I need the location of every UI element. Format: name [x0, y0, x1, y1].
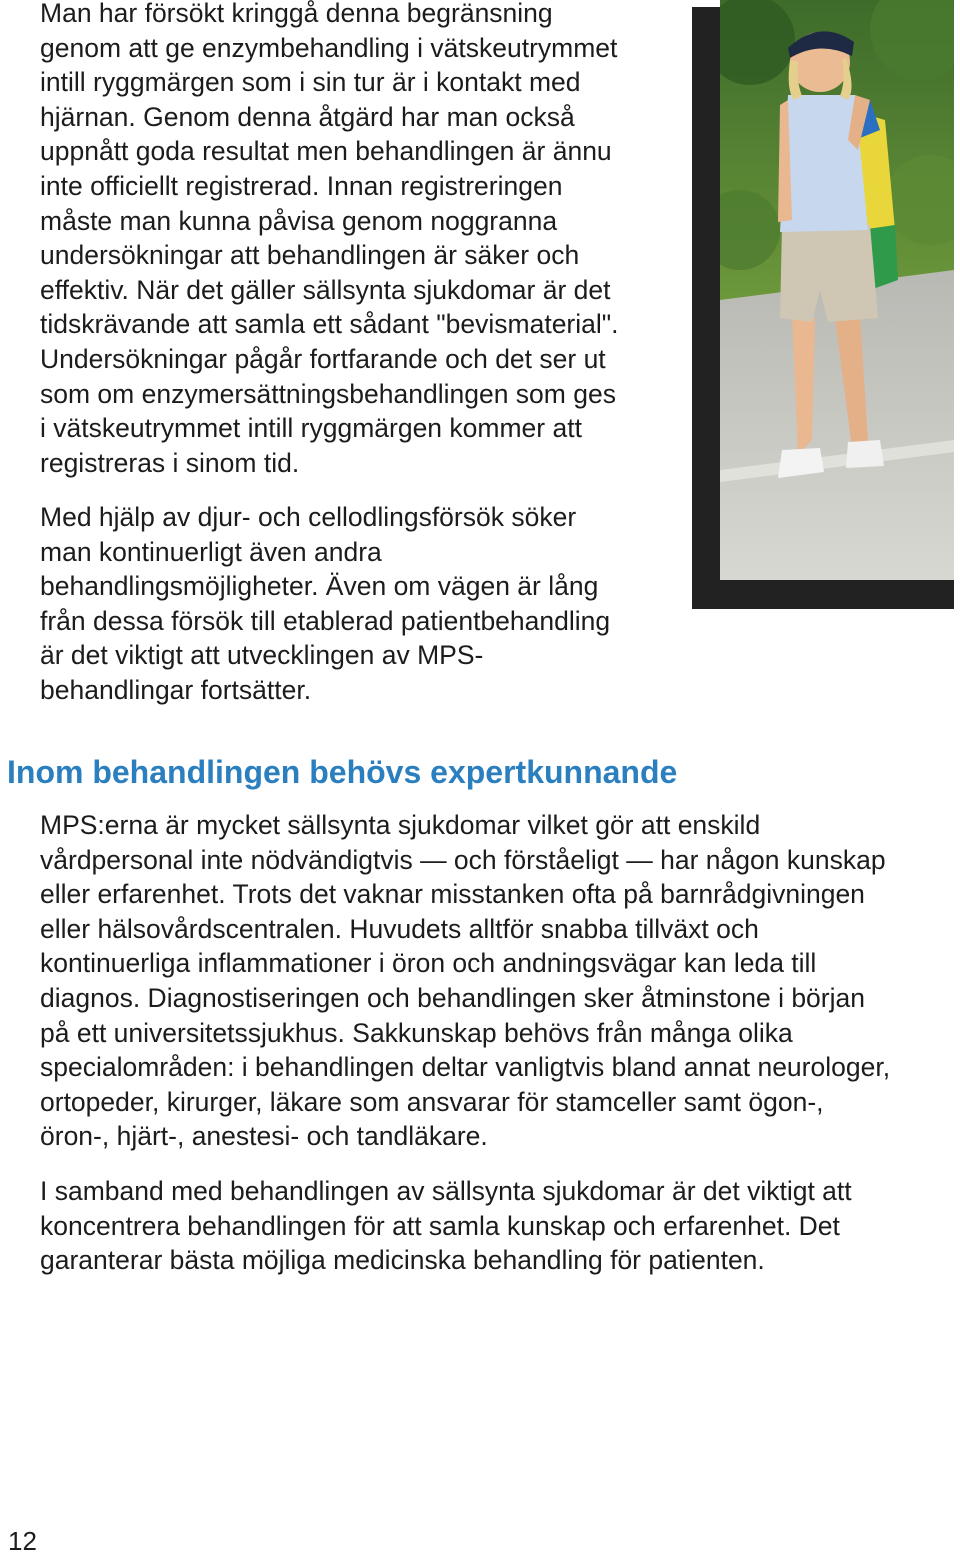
- text-line: ortopeder, kirurger, läkare som ansvarar för stamceller samt ögon-,: [40, 1086, 824, 1117]
- text-line: specialområden: i behandlingen deltar vanligtvis bland annat neurologer,: [40, 1052, 891, 1083]
- text-line: Man har försökt kringgå denna begränsning: [40, 0, 553, 28]
- text-line: inte officiellt registrerad. Innan registreringen: [40, 170, 563, 201]
- text-line: man kontinuerligt även andra: [40, 536, 382, 567]
- page-number: 12: [8, 1526, 37, 1556]
- text-line: eller erfarenhet. Trots det vaknar misstanken ofta på barnrådgivningen: [40, 879, 865, 910]
- text-line: vårdpersonal inte nödvändigtvis — och förståeligt — har någon kunskap: [40, 844, 886, 875]
- section-heading: Inom behandlingen behövs expertkunnande: [7, 754, 678, 790]
- text-line: tidskrävande att samla ett sådant "bevismaterial".: [40, 309, 619, 340]
- paragraph-research: [40, 500, 610, 708]
- text-line: intill ryggmärgen som i sin tur är i kontakt med: [40, 67, 581, 98]
- paragraph-concentration: [40, 1174, 852, 1278]
- text-line: i vätskeutrymmet intill ryggmärgen kommer att: [40, 413, 582, 444]
- text-line: diagnos. Diagnostiseringen och behandlingen sker åtminstone i början: [40, 982, 865, 1013]
- text-line: kontinuerliga inflammationer i öron och andningsvägar kan leda till: [40, 948, 817, 979]
- text-line: är det viktigt att utvecklingen av MPS-: [40, 640, 484, 671]
- paragraph-expertise: [40, 808, 890, 1154]
- text-line: eller hälsovårdscentralen. Huvudets alltför snabba tillväxt och: [40, 913, 759, 944]
- text-line: behandlingar fortsätter.: [40, 674, 312, 705]
- text-line: öron-, hjärt-, anestesi- och tandläkare.: [40, 1121, 488, 1152]
- photo-frame: [692, 7, 954, 609]
- text-line: behandlingsmöjligheter. Även om vägen är lång: [40, 571, 599, 602]
- photo-woman-walking: [720, 0, 954, 580]
- text-line: garanterar bästa möjliga medicinska behandling för patienten.: [40, 1245, 765, 1276]
- text-line: hjärnan. Genom denna åtgärd har man också: [40, 101, 575, 132]
- text-line: på ett universitetssjukhus. Sakkunskap behövs från många olika: [40, 1017, 793, 1048]
- text-line: koncentrera behandlingen för att samla kunskap och erfarenhet. Det: [40, 1210, 840, 1241]
- text-line: undersökningar att behandlingen är säker och: [40, 240, 580, 271]
- text-line: Med hjälp av djur- och cellodlingsförsök söker: [40, 502, 577, 532]
- text-line: effektiv. När det gäller sällsynta sjukdomar är det: [40, 274, 611, 305]
- text-line: från dessa försök till etablerad patientbehandling: [40, 605, 611, 636]
- text-line: som om enzymersättningsbehandlingen som ges: [40, 378, 616, 409]
- text-line: MPS:erna är mycket sällsynta sjukdomar vilket gör att enskild: [40, 810, 761, 840]
- text-line: I samband med behandlingen av sällsynta sjukdomar är det viktigt att: [40, 1176, 852, 1206]
- text-line: genom att ge enzymbehandling i vätskeutrymmet: [40, 32, 618, 63]
- text-line: uppnått goda resultat men behandlingen är ännu: [40, 136, 612, 167]
- paragraph-enzyme-treatment: [40, 0, 619, 480]
- text-line: måste man kunna påvisa genom noggranna: [40, 205, 558, 236]
- text-line: registreras i sinom tid.: [40, 447, 300, 478]
- text-line: Undersökningar pågår fortfarande och det ser ut: [40, 343, 606, 374]
